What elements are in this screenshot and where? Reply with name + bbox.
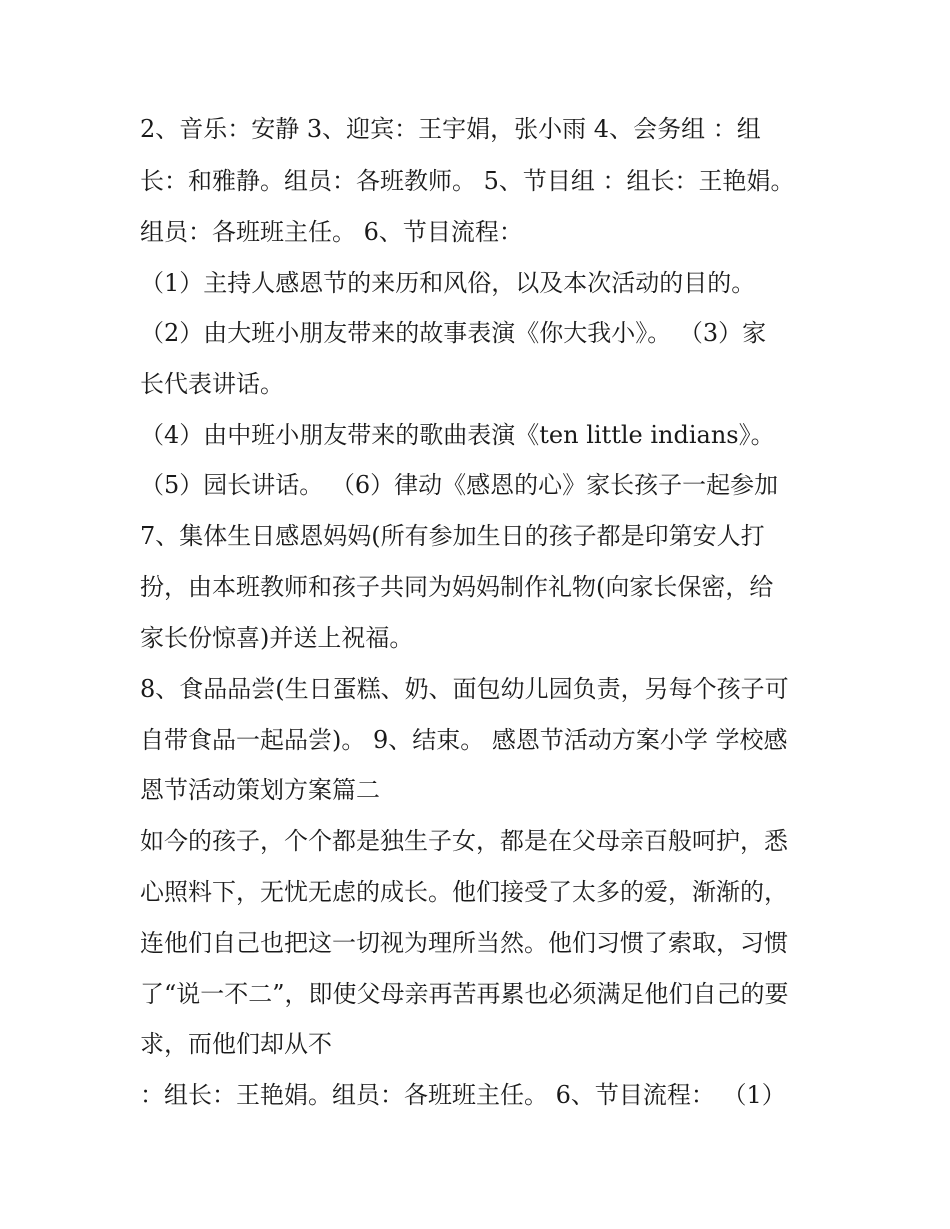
text-line-9: 7、集体生日感恩妈妈(所有参加生日的孩子都是印第安人打 — [140, 522, 765, 550]
text-line-17: 连他们自己也把这一切视为理所当然。他们习惯了索取，习惯 — [140, 929, 788, 957]
text-line-1: 2、音乐：安静 3、迎宾：王宇娟，张小雨 4、会务组 ：组 — [140, 115, 761, 143]
text-line-5: （2）由大班小朋友带来的故事表演《你大我小》。 （3）家 — [140, 319, 767, 347]
text-line-19: 求，而他们却从不 — [140, 1030, 332, 1058]
text-line-18: 了“说一不二”，即使父母亲再苦再累也必须满足他们自己的要 — [140, 980, 789, 1008]
text-line-13: 自带食品一起品尝)。 9、结束。 感恩节活动方案小学 学校感 — [140, 726, 788, 754]
text-line-2: 长：和雅静。组员：各班教师。 5、节目组 ：组长：王艳娟。 — [140, 167, 795, 195]
text-line-10: 扮，由本班教师和孩子共同为妈妈制作礼物(向家长保密，给 — [140, 573, 774, 601]
text-line-3: 组员：各班班主任。 6、节目流程： — [140, 218, 523, 246]
text-line-11: 家长份惊喜)并送上祝福。 — [140, 624, 414, 652]
text-line-7: （4）由中班小朋友带来的歌曲表演《ten little indians》。 — [140, 421, 775, 449]
text-line-16: 心照料下，无忧无虑的成长。他们接受了太多的爱，渐渐的， — [140, 878, 788, 906]
text-line-4: （1）主持人感恩节的来历和风俗，以及本次活动的目的。 — [140, 269, 756, 297]
text-line-20: ：组长：王艳娟。组员：各班班主任。 6、节目流程： （1） — [140, 1081, 786, 1109]
text-line-6: 长代表讲话。 — [140, 370, 284, 398]
text-line-15: 如今的孩子，个个都是独生子女，都是在父母亲百般呵护，悉 — [140, 827, 788, 855]
text-line-12: 8、食品品尝(生日蛋糕、奶、面包幼儿园负责，另每个孩子可 — [140, 675, 789, 703]
text-line-8: （5）园长讲话。 （6）律动《感恩的心》家长孩子一起参加 — [140, 471, 779, 499]
text-line-14: 恩节活动策划方案篇二 — [140, 776, 380, 804]
